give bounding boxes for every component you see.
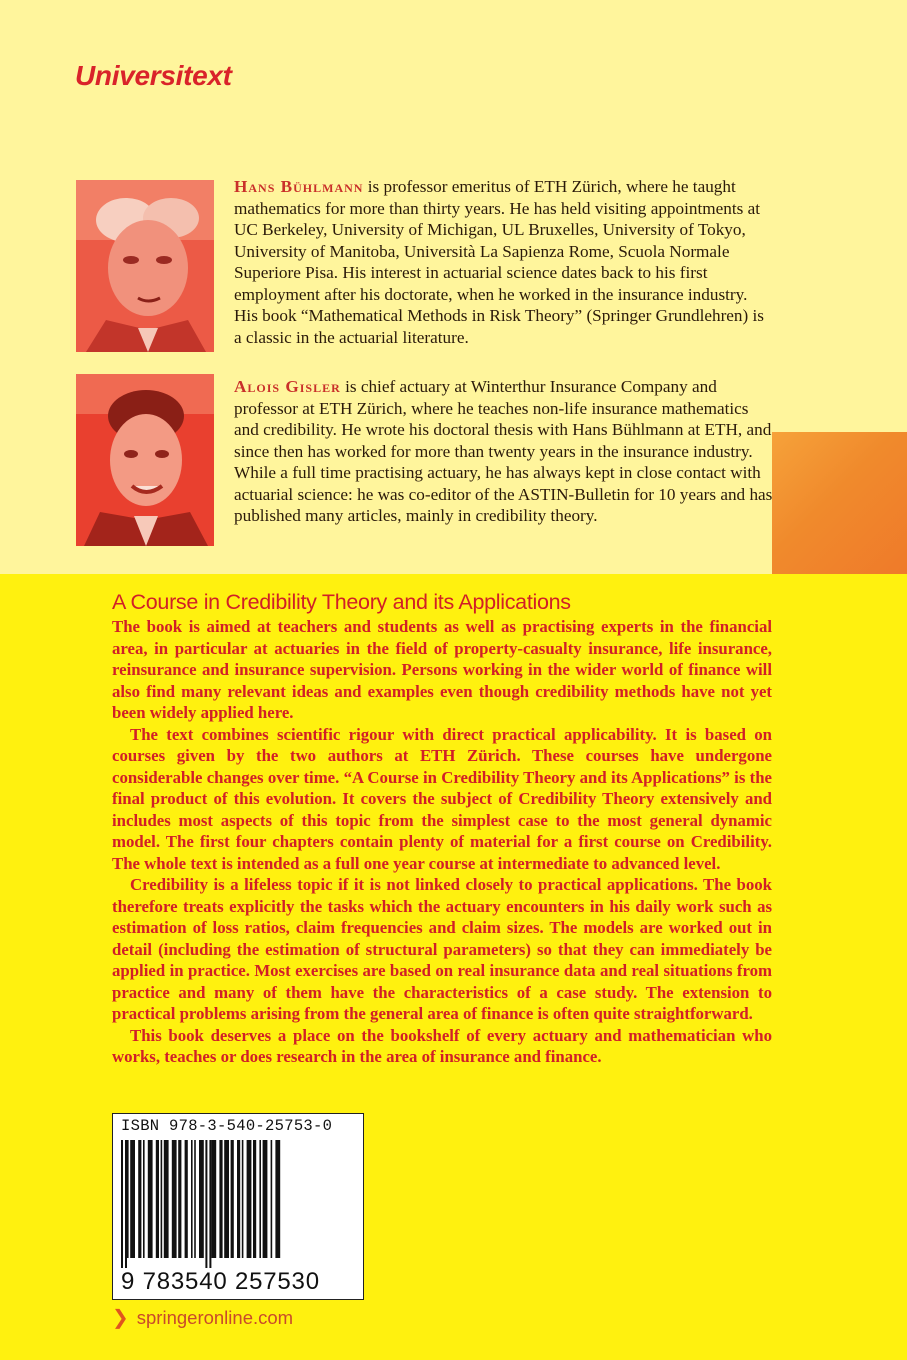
book-description [112,616,772,1068]
barcode-bar [242,1140,244,1258]
barcode-bar [172,1140,177,1258]
barcode-bar [219,1140,222,1258]
author-photo-buhlmann [76,180,214,352]
book-title: A Course in Credibility Theory and its Applications [112,590,571,614]
author-name: Hans Bühlmann [234,177,364,196]
barcode-bar [237,1140,240,1258]
barcode-bar [161,1140,163,1258]
description-paragraph: Credibility is a lifeless topic if it is not linked closely to practical applications. The book therefore treats explicitly the tasks which the actuary encounters in his daily work such as estimation of loss ratios, claim frequencies and claim sizes. The models are worked out in detail (including the estimation of structural parameters) so that they can immediately be applied in practice. Most exercises are based on real insurance data and real situations from practice and many of them have the characteristics of a case study. The extension to practical problems arising from the general area of finance is often quite straightforward. [112,875,772,1023]
author-photo-gisler [76,374,214,546]
barcode-bar [209,1140,211,1268]
barcode-bar [130,1140,135,1258]
barcode-bar [205,1140,207,1268]
publisher-website-link[interactable] [112,1305,293,1330]
chevron-right-icon: ❯ [112,1307,129,1329]
barcode-bar [263,1140,268,1258]
description-paragraph: The text combines scientific rigour with direct practical applicability. It is based on courses given by the two authors at ETH Zürich. These courses have undergone considerable changes over time. “A Course in Credibility Theory and its Applications” is the final product of this evolution. It covers the subject of Credibility Theory extensively and includes most aspects of this topic from the simplest case to the most general dynamic model. The first four chapters contain plenty of material for a first course on Credibility. The whole text is intended as a full one year course at intermediate to advanced level. [112,724,772,873]
barcode-bar [127,1140,129,1258]
barcode-bar [164,1140,169,1258]
barcode-bar [271,1140,273,1258]
barcode-bar [247,1140,252,1258]
barcode-bar [211,1140,216,1258]
barcode-bar [194,1140,196,1258]
barcode-bar [191,1140,193,1258]
author-name: Alois Gisler [234,377,341,396]
barcode-bar [259,1140,261,1258]
description-paragraph: The book is aimed at teachers and students as well as practising experts in the financial area, in particular at actuaries in the field of property-casualty insurance, life insurance, reinsurance and insurance supervision. Persons working in the wider world of finance will also find many relevant ideas and examples even though credibility methods have not yet been widely applied here. [112,617,772,722]
barcode-bars [117,1140,357,1268]
author-bio-buhlmann [234,176,774,348]
orange-spine-tab [772,432,907,574]
barcode-bar [178,1140,181,1258]
barcode-bar [156,1140,159,1258]
barcode-bar [199,1140,204,1258]
barcode-bar [185,1140,188,1258]
author-bio-text: is chief actuary at Winterthur Insurance Company and professor at ETH Zürich, where he teaches non-life insurance mathematics and credibility. He wrote his doctoral thesis with Hans Bühlmann at ETH, and since then has worked for more than twenty years in the insurance industry. While a full time practising actuary, he has always kept in close contact with actuarial science: he was co-editor of the ASTIN-Bulletin for 10 years and has published many articles, mainly in credibility theory. [234,377,773,525]
website-text: springeronline.com [136,1306,294,1328]
barcode-bar [231,1140,234,1258]
barcode-bar [125,1140,127,1268]
barcode-bar [138,1140,141,1258]
series-title: Universitext [75,60,232,91]
barcode-bar [224,1140,229,1258]
description-paragraph: This book deserves a place on the bookshelf of every actuary and mathematician who works, teaches or does research in the area of insurance and finance. [112,1025,772,1066]
barcode-bar [253,1140,256,1258]
barcode-bar [143,1140,145,1258]
barcode-bar [121,1140,123,1268]
barcode-bar [275,1140,280,1258]
isbn-label: ISBN 978-3-540-25753-0 [121,1117,333,1135]
barcode-bar [148,1140,153,1258]
author-bio-gisler [234,376,774,527]
barcode-digits: 9 783540 257530 [121,1268,320,1295]
isbn-barcode [112,1113,364,1300]
author-bio-text: is professor emeritus of ETH Zürich, where he taught mathematics for more than thirty years. He has held visiting appointments at UC Berkeley, University of Michigan, UL Bruxelles, University of Tokyo, University of Manitoba, Università La Sapienza Rome, Scuola Normale Superiore Pisa. His interest in actuarial science dates back to his first employment after his doctorate, when he worked in the insurance industry. His book “Mathematical Methods in Risk Theory” (Springer Grundlehren) is a classic in the actuarial literature. [234,177,765,347]
